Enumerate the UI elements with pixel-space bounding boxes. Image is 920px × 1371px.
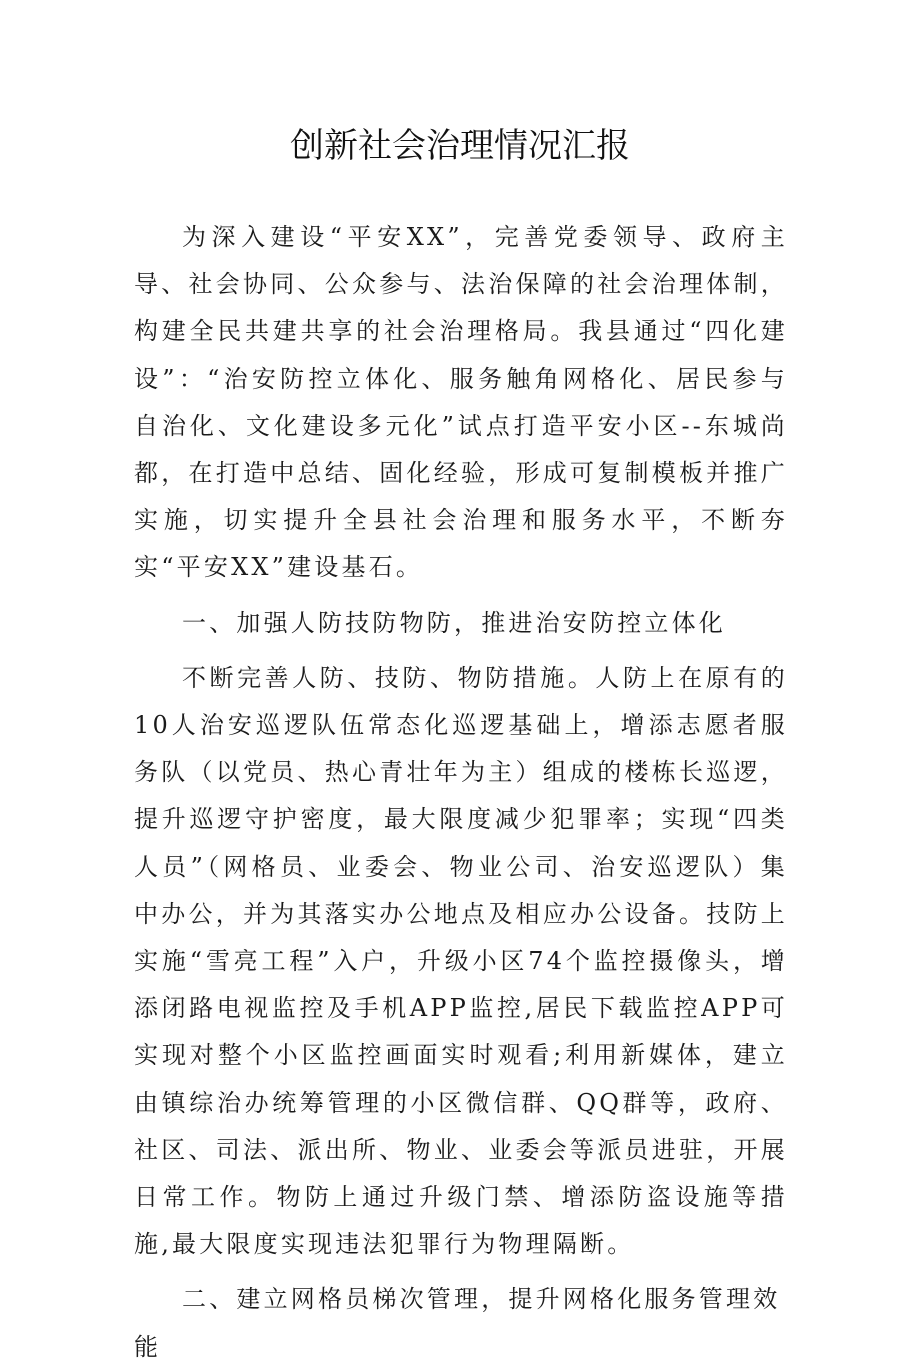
section-2-heading: 二、建立网格员梯次管理，提升网格化服务管理效能 [134, 1285, 781, 1361]
intro-paragraph: 为深入建设“平安XX”，完善党委领导、政府主导、社会协同、公众参与、法治保障的社会治理体制，构建全民共建共享的社会治理格局。我县通过“四化建设”：“治安防控立体化、服务触角网格化、居民参与自治化、文化建设多元化”试点打造平安小区--东城尚都，在打造中总结、固化经验，形成可复制模板并推广实施，切实提升全县社会治理和服务水平，不断夯实“平安XX”建设基石。 [134, 223, 788, 582]
section-1-heading: 一、加强人防技防物防，推进治安防控立体化 [182, 608, 726, 637]
paragraph-spacer [134, 592, 788, 600]
document-body [134, 214, 788, 1371]
section-1-paragraph: 不断完善人防、技防、物防措施。人防上在原有的10人治安巡逻队伍常态化巡逻基础上，增添志愿者服务队（以党员、热心青壮年为主）组成的楼栋长巡逻，提升巡逻守护密度，最大限度减少犯罪率；实现“四类人员”（网格员、业委会、物业公司、治安巡逻队）集中办公，并为其落实办公地点及相应办公设备。技防上实施“雪亮工程”入户，升级小区74个监控摄像头，增添闭路电视监控及手机APP监控,居民下载监控APP可实现对整个小区监控画面实时观看;利用新媒体，建立由镇综治办统筹管理的小区微信群、QQ群等，政府、社区、司法、派出所、物业、业委会等派员进驻，开展日常工作。物防上通过升级门禁、增添防盗设施等措施,最大限度实现违法犯罪行为物理隔断。 [134, 663, 788, 1259]
document-title: 创新社会治理情况汇报 [290, 126, 630, 166]
paragraph-spacer [134, 1268, 788, 1276]
paragraph-spacer [134, 647, 788, 655]
